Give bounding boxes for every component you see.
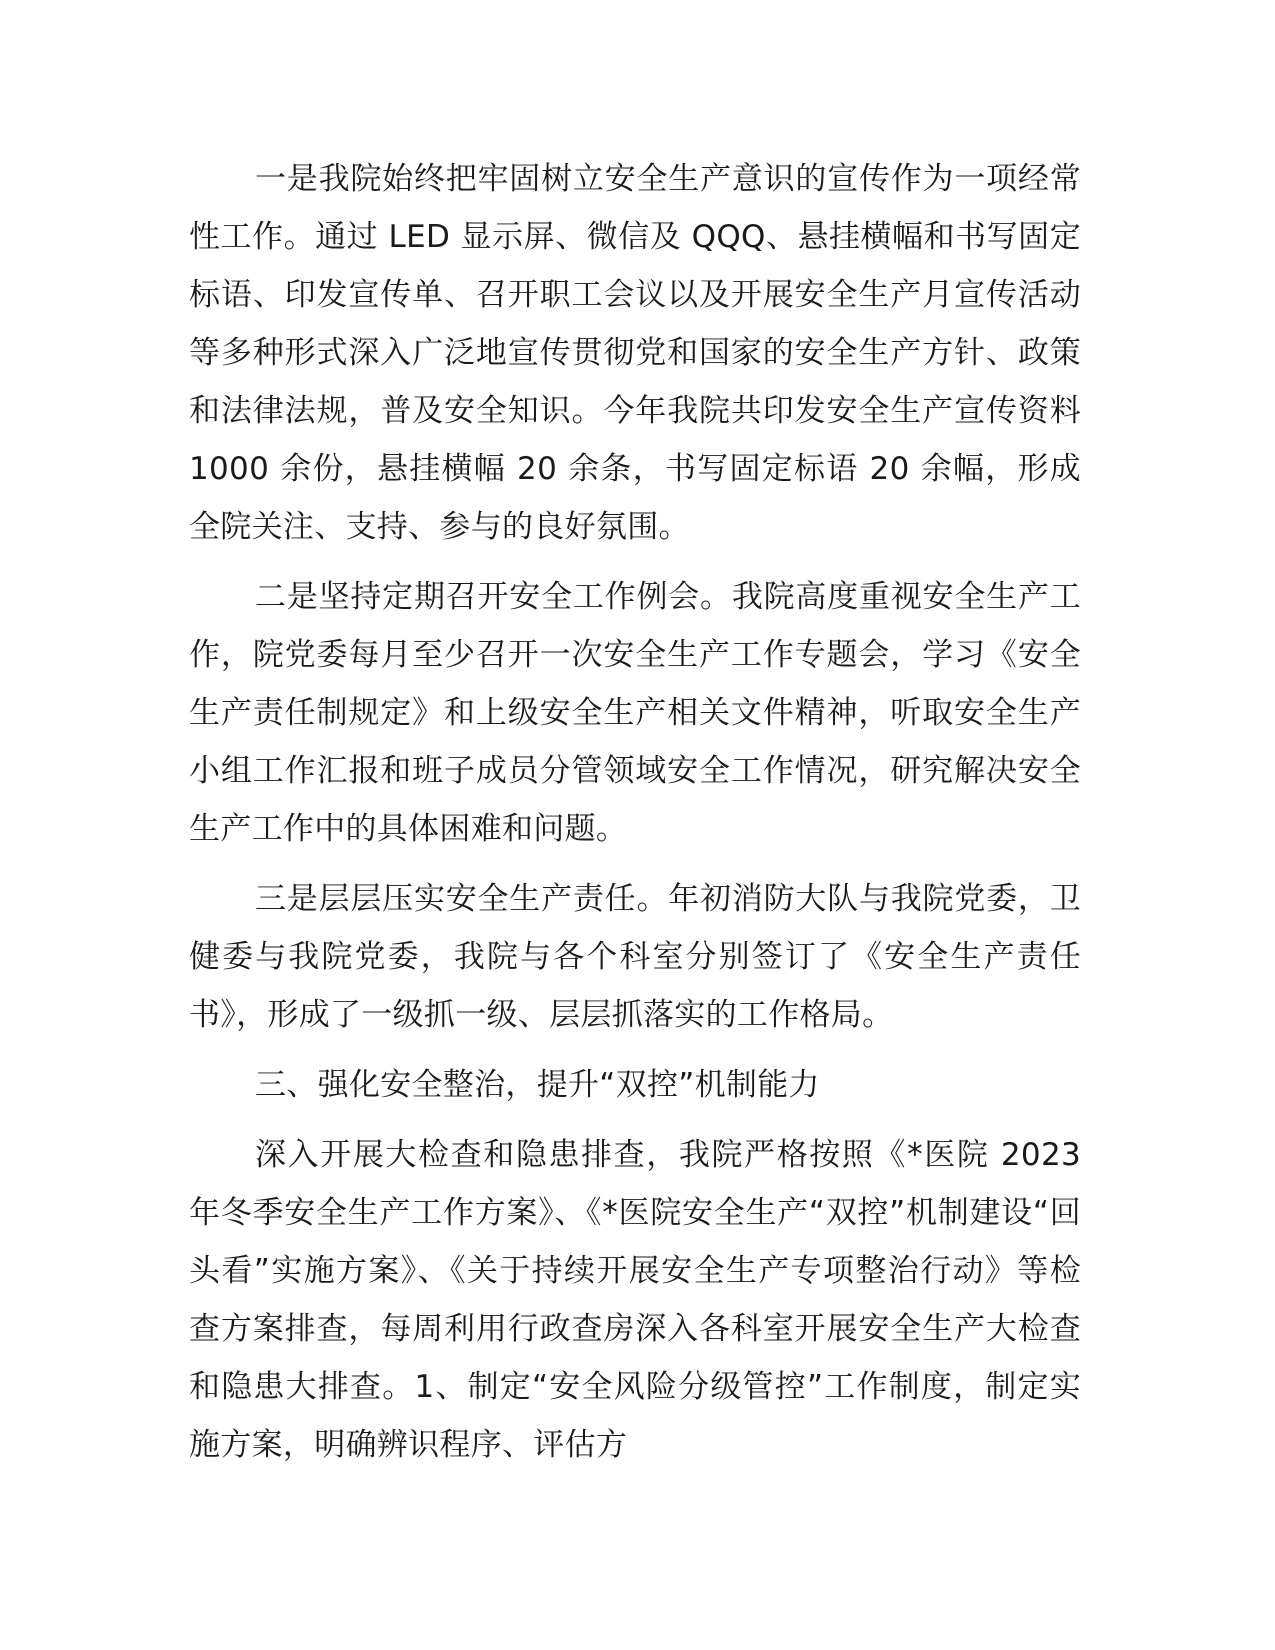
section-heading: 三、强化安全整治，提升“双控”机制能力 — [255, 1067, 820, 1103]
document-body — [189, 150, 1081, 1486]
paragraph-publicity: 一是我院始终把牢固树立安全生产意识的宣传作为一项经常性工作。通过 LED 显示屏、微信及 QQQ、悬挂横幅和书写固定标语、印发宣传单、召开职工会议以及开展安全生产月宣传活动等多种形式深入广泛地宣传贯彻党和国家的安全生产方针、政策和法律法规，普及安全知识。今年我院共印发安全生产宣传资料 1000 余份，悬挂横幅 20 余条，书写固定标语 20 余幅，形成全院关注、支持、参与的良好氛围。 — [189, 161, 1081, 545]
paragraph-regular-meetings: 二是坚持定期召开安全工作例会。我院高度重视安全生产工作，院党委每月至少召开一次安全生产工作专题会，学习《安全生产责任制规定》和上级安全生产相关文件精神，听取安全生产小组工作汇报和班子成员分管领域安全工作情况，研究解决安全生产工作中的具体困难和问题。 — [189, 579, 1081, 847]
paragraph-responsibility: 三是层层压实安全生产责任。年初消防大队与我院党委，卫健委与我院党委，我院与各个科室分别签订了《安全生产责任书》，形成了一级抓一级、层层抓落实的工作格局。 — [189, 881, 1081, 1033]
paragraph-inspection: 深入开展大检查和隐患排查，我院严格按照《*医院 2023 年冬季安全生产工作方案》、《*医院安全生产“双控”机制建设“回头看”实施方案》、《关于持续开展安全生产专项整治行动》等检查方案排查，每周利用行政查房深入各科室开展安全生产大检查和隐患大排查。1、制定“安全风险分级管控”工作制度，制定实施方案，明确辨识程序、评估方 — [189, 1137, 1081, 1463]
